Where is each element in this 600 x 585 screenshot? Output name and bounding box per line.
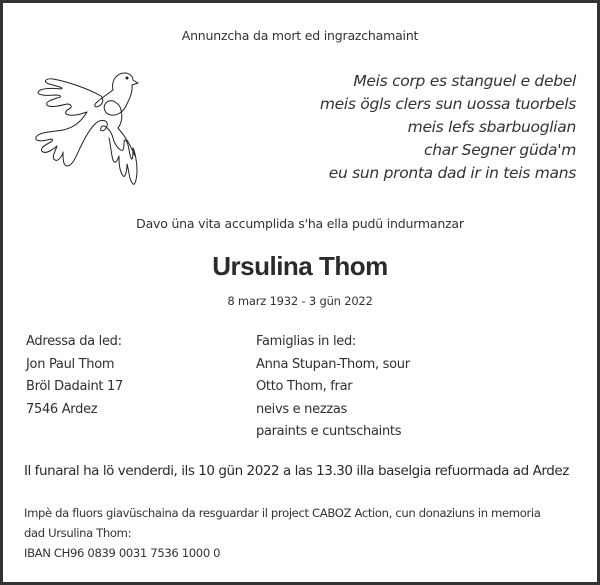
donation-info (24, 503, 540, 563)
family-member: paraints e cuntschaints (256, 424, 402, 439)
intro-text: Davo üna vita accumplida s'ha ella pudü indurmanzar (136, 216, 464, 231)
family-label: Famiglias in led: (256, 334, 356, 349)
funeral-info: Il funaral ha lö venderdi, ils 10 gün 2022 a las 13.30 illa baselgia refuormada ad Ardez (24, 463, 569, 479)
address-label: Adressa da led: (26, 334, 122, 349)
family-member: Anna Stupan-Thom, sour (256, 356, 410, 372)
address-line: Bröl Dadaint 17 (26, 379, 123, 394)
poem-line: meis ögls clers sun uossa tuorbels (319, 95, 576, 113)
poem-line: eu sun pronta dad ir in teis mans (328, 164, 576, 182)
life-dates: 8 marz 1932 - 3 gün 2022 (227, 294, 373, 308)
address-line: Jon Paul Thom (26, 356, 115, 372)
donation-line: Impè da fluors giavüschaina da resguardar il project CABOZ Action, cun donaziuns in memoria (24, 506, 541, 520)
mourning-families (256, 331, 410, 444)
poem-line: char Segner güda'm (424, 141, 576, 159)
notice-header: Annunzcha da mort ed ingrazchamaint (181, 28, 419, 43)
iban: IBAN CH96 0839 0031 7536 1000 0 (24, 546, 221, 560)
mourning-address (26, 331, 123, 421)
deceased-name: Ursulina Thom (212, 251, 388, 281)
dove-icon (25, 66, 143, 191)
poem (320, 70, 576, 185)
address-line: 7546 Ardez (26, 401, 98, 417)
donation-line: dad Ursulina Thom: (24, 526, 132, 540)
family-member: neivs e nezzas (256, 401, 348, 417)
poem-line: meis lefs sbarbuoglian (407, 118, 576, 136)
family-member: Otto Thom, frar (256, 379, 353, 394)
poem-line: Meis corp es stanguel e debel (353, 72, 576, 90)
